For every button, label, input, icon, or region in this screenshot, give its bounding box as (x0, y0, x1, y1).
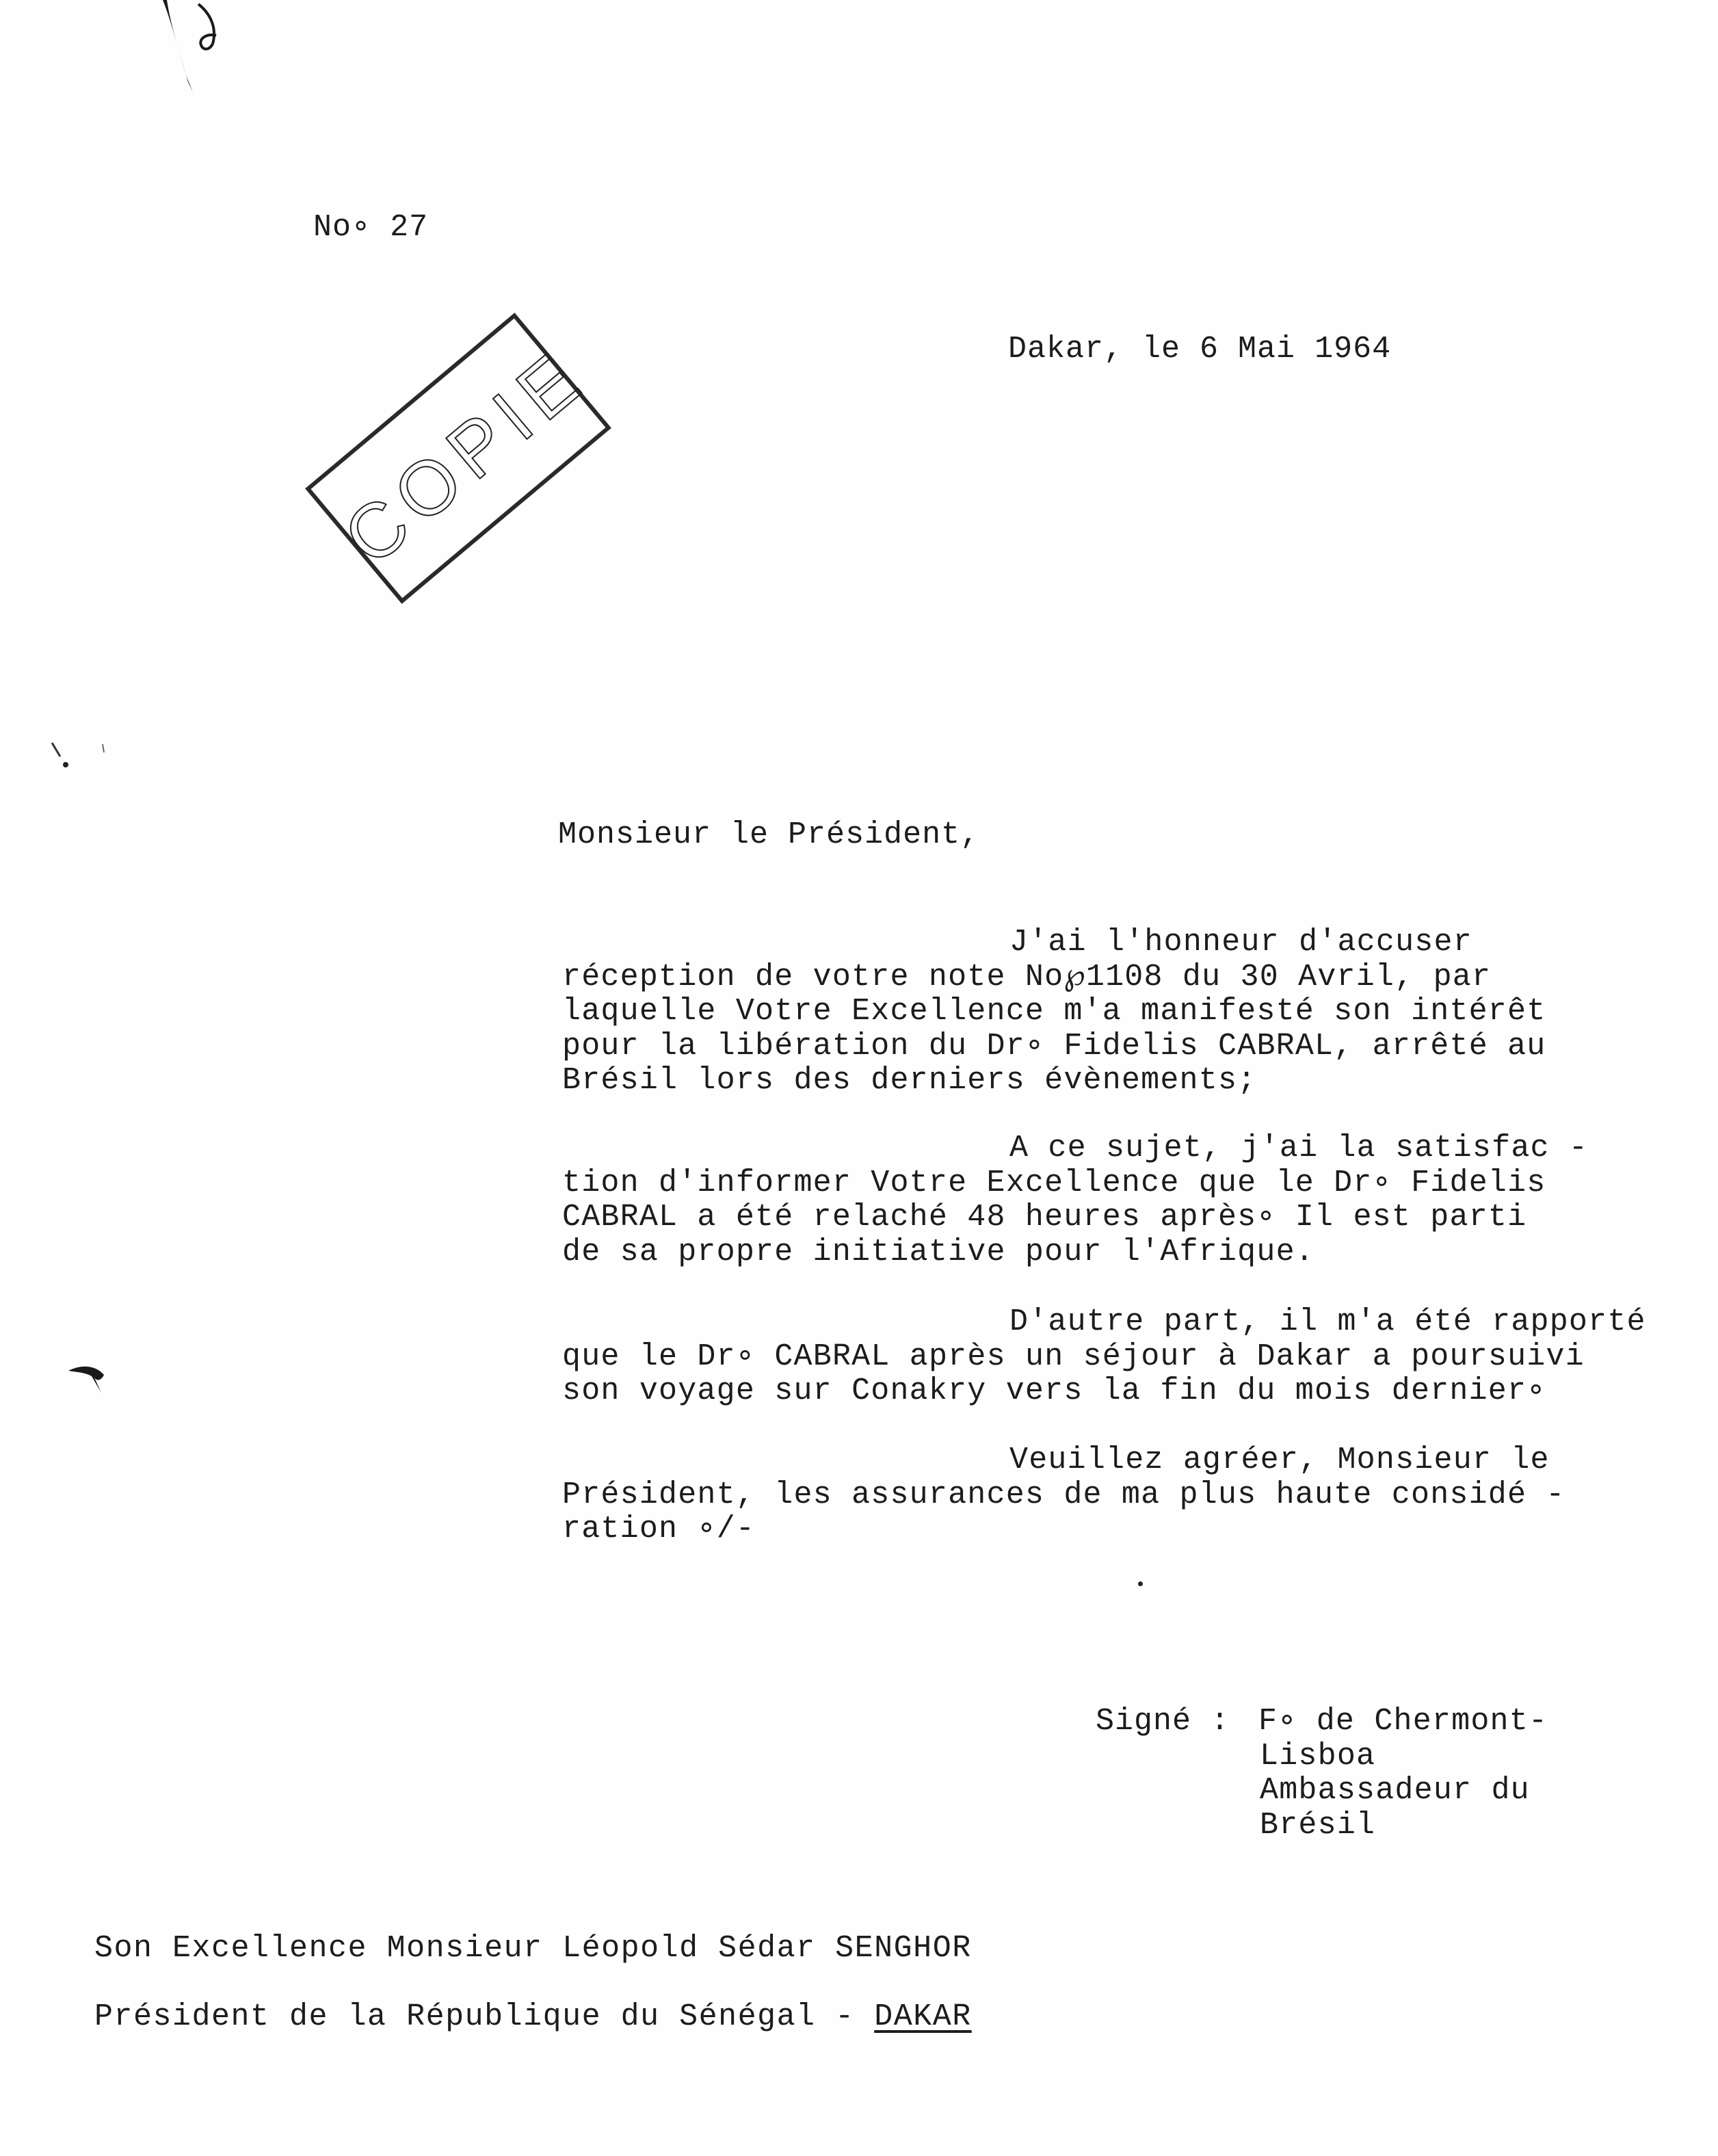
margin-marks (45, 736, 114, 777)
signature-line: Brésil (1260, 1807, 1376, 1843)
addressee-line-1: Son Excellence Monsieur Léopold Sédar SENGHOR (94, 1931, 972, 1966)
paragraph-line: Président, les assurances de ma plus haute considé - (562, 1477, 1565, 1512)
addressee-title: Président de la République du Sénégal - (94, 1999, 875, 2034)
paragraph-line: ration ∘/- (562, 1512, 756, 1547)
paragraph-line: laquelle Votre Excellence m'a manifesté son intérêt (562, 994, 1546, 1029)
signature-block (1258, 1705, 1548, 1843)
ink-dot (1138, 1581, 1143, 1586)
paragraph-3 (562, 1305, 1684, 1409)
paragraph-1 (562, 925, 1684, 1099)
paragraph-line: J'ai l'honneur d'accuser (1009, 925, 1472, 960)
paragraph-line: de sa propre initiative pour l'Afrique. (562, 1234, 1314, 1270)
paragraph-line: D'autre part, il m'a été rapporté (1009, 1304, 1646, 1339)
letter-reference-number: No∘ 27 (313, 210, 429, 245)
paragraph-line: pour la libération du Dr∘ Fidelis CABRAL, arrêté au (562, 1028, 1546, 1064)
margin-blot (62, 1357, 116, 1405)
copie-stamp (305, 313, 611, 604)
addressee-city: DAKAR (874, 1999, 972, 2034)
addressee-line-2 (94, 2000, 972, 2034)
paragraph-line: Veuillez agréer, Monsieur le (1009, 1443, 1550, 1477)
handwritten-mark (150, 0, 233, 96)
paragraph-line: réception de votre note No℘1108 du 30 Avril, par (562, 959, 1492, 995)
signature-label: Signé : (1096, 1704, 1230, 1739)
paragraph-line: son voyage sur Conakry vers la fin du mois dernier∘ (562, 1373, 1546, 1408)
paragraph-line: A ce sujet, j'ai la satisfac - (1009, 1131, 1589, 1166)
letter-date: Dakar, le 6 Mai 1964 (1008, 332, 1392, 367)
paragraph-line: CABRAL a été relaché 48 heures après∘ Il est parti (562, 1200, 1527, 1235)
signature-line: Lisboa (1260, 1738, 1376, 1774)
salutation: Monsieur le Président, (558, 817, 980, 852)
signature-line: F∘ de Chermont- (1258, 1704, 1548, 1739)
signature-line: Ambassadeur du (1260, 1773, 1530, 1808)
paragraph-2 (562, 1131, 1684, 1270)
paragraph-4 (562, 1443, 1684, 1547)
paragraph-line: Brésil lors des derniers évènements; (562, 1063, 1257, 1098)
paragraph-line: tion d'informer Votre Excellence que le Dr∘ Fidelis (562, 1165, 1546, 1200)
paragraph-line: que le Dr∘ CABRAL après un séjour à Dakar a poursuivi (562, 1339, 1585, 1374)
stamp-text: COPIE (328, 332, 603, 581)
